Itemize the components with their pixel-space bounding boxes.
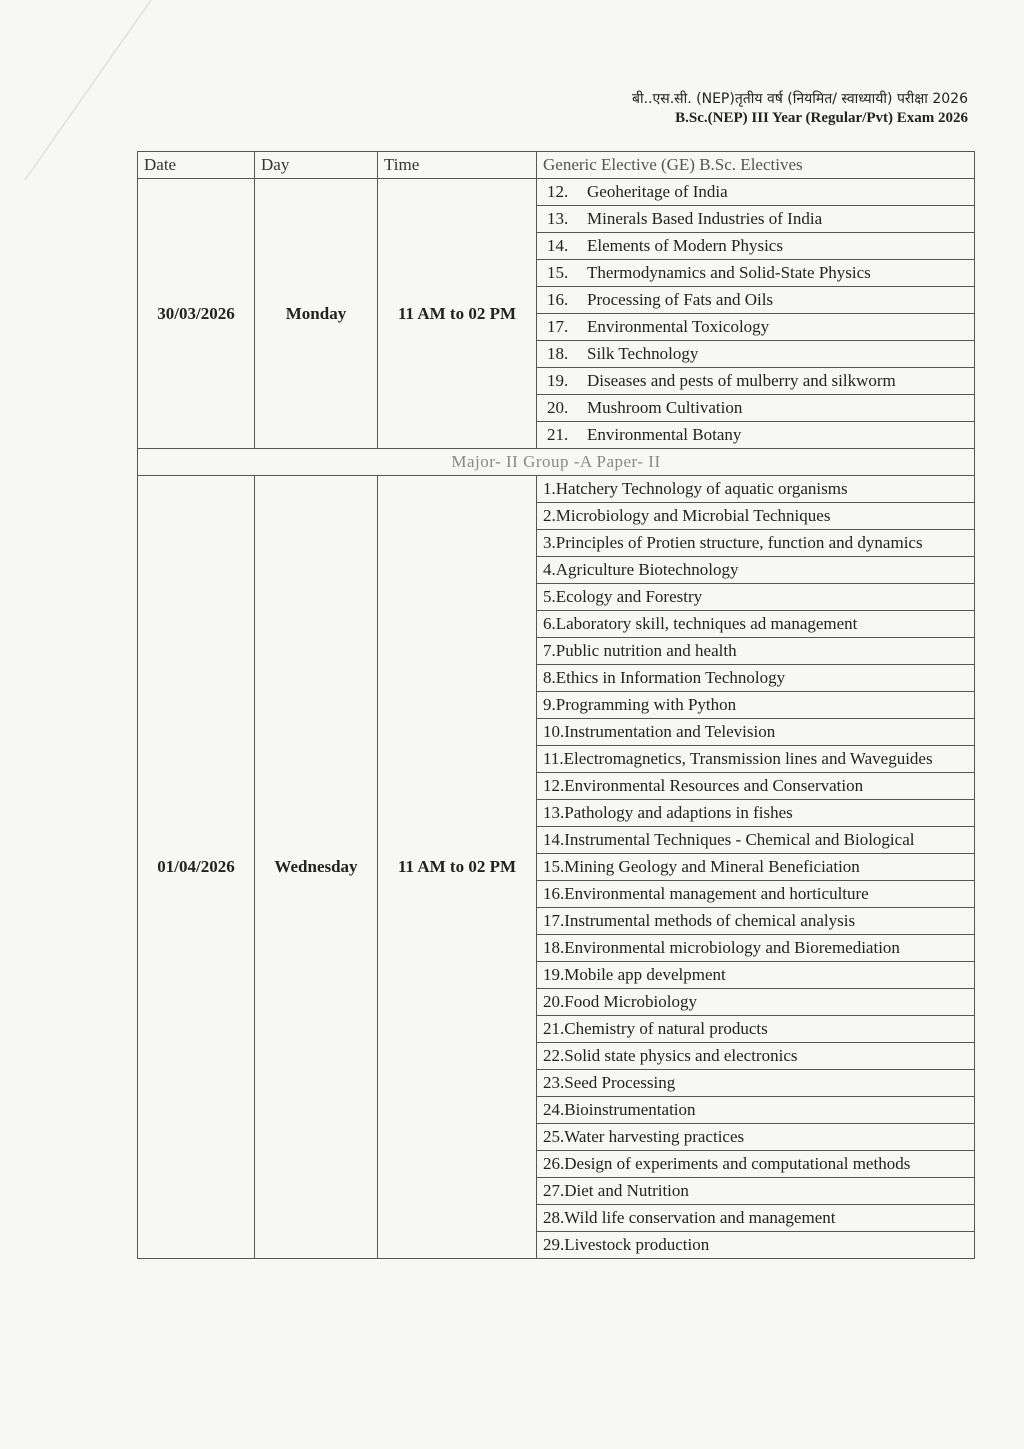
col-time: Time bbox=[378, 152, 537, 179]
subject-name: Environmental Toxicology bbox=[587, 317, 770, 336]
subject-item: 3.Principles of Protien structure, function and dynamics bbox=[537, 530, 975, 557]
subject-item: 15.Mining Geology and Mineral Beneficiation bbox=[537, 854, 975, 881]
subject-item: 9.Programming with Python bbox=[537, 692, 975, 719]
exam-date: 30/03/2026 bbox=[138, 179, 255, 449]
subject-name: Silk Technology bbox=[587, 344, 699, 363]
subject-item: 12.Environmental Resources and Conservation bbox=[537, 773, 975, 800]
subject-number: 20. bbox=[547, 398, 569, 417]
subject-item: 11.Electromagnetics, Transmission lines and Waveguides bbox=[537, 746, 975, 773]
subject-item bbox=[537, 287, 975, 314]
subject-item: 6.Laboratory skill, techniques ad management bbox=[537, 611, 975, 638]
section-title: Major- II Group -A Paper- II bbox=[138, 449, 975, 476]
subject-item bbox=[537, 233, 975, 260]
subject-number: 16. bbox=[547, 290, 569, 309]
subject-name: Thermodynamics and Solid-State Physics bbox=[587, 263, 871, 282]
subject-name: Processing of Fats and Oils bbox=[587, 290, 774, 309]
subject-item: 14.Instrumental Techniques - Chemical and Biological bbox=[537, 827, 975, 854]
subject-item: 27.Diet and Nutrition bbox=[537, 1178, 975, 1205]
subject-name: Diseases and pests of mulberry and silkworm bbox=[587, 371, 896, 390]
col-day: Day bbox=[255, 152, 378, 179]
subject-item: 1.Hatchery Technology of aquatic organisms bbox=[537, 476, 975, 503]
subject-item: 29.Livestock production bbox=[537, 1232, 975, 1259]
col-electives: Generic Elective (GE) B.Sc. Electives bbox=[537, 152, 975, 179]
subject-item: 2.Microbiology and Microbial Techniques bbox=[537, 503, 975, 530]
exam-day: Wednesday bbox=[255, 476, 378, 1259]
page-fold-mark bbox=[0, 0, 152, 180]
subject-number: 13. bbox=[547, 209, 569, 228]
subject-item: 21.Chemistry of natural products bbox=[537, 1016, 975, 1043]
subject-item: 26.Design of experiments and computational methods bbox=[537, 1151, 975, 1178]
subject-item bbox=[537, 179, 975, 206]
exam-date: 01/04/2026 bbox=[138, 476, 255, 1259]
subject-item bbox=[537, 314, 975, 341]
subject-item: 13.Pathology and adaptions in fishes bbox=[537, 800, 975, 827]
col-date: Date bbox=[138, 152, 255, 179]
subject-item: 17.Instrumental methods of chemical analysis bbox=[537, 908, 975, 935]
subject-item: 22.Solid state physics and electronics bbox=[537, 1043, 975, 1070]
subject-number: 12. bbox=[547, 182, 569, 201]
subject-item bbox=[537, 368, 975, 395]
subject-number: 21. bbox=[547, 425, 569, 444]
exam-timetable bbox=[137, 151, 975, 1259]
subject-number: 19. bbox=[547, 371, 569, 390]
subject-item: 19.Mobile app develpment bbox=[537, 962, 975, 989]
subject-item: 7.Public nutrition and health bbox=[537, 638, 975, 665]
exam-time: 11 AM to 02 PM bbox=[378, 179, 537, 449]
subject-name: Minerals Based Industries of India bbox=[587, 209, 823, 228]
subject-number: 14. bbox=[547, 236, 569, 255]
table-header-row bbox=[138, 152, 975, 179]
table-row bbox=[138, 476, 975, 503]
subject-item bbox=[537, 395, 975, 422]
subject-item: 25.Water harvesting practices bbox=[537, 1124, 975, 1151]
subject-item bbox=[537, 206, 975, 233]
subject-item: 24.Bioinstrumentation bbox=[537, 1097, 975, 1124]
subject-item bbox=[537, 260, 975, 287]
subject-item: 4.Agriculture Biotechnology bbox=[537, 557, 975, 584]
header-english: B.Sc.(NEP) III Year (Regular/Pvt) Exam 2026 bbox=[675, 110, 968, 126]
subject-name: Elements of Modern Physics bbox=[587, 236, 783, 255]
subject-item: 5.Ecology and Forestry bbox=[537, 584, 975, 611]
subject-item: 20.Food Microbiology bbox=[537, 989, 975, 1016]
exam-time: 11 AM to 02 PM bbox=[378, 476, 537, 1259]
subject-number: 18. bbox=[547, 344, 569, 363]
subject-number: 17. bbox=[547, 317, 569, 336]
header-hindi: बी..एस.सी. (NEP)तृतीय वर्ष (नियमित/ स्वाध्यायी) परीक्षा 2026 bbox=[631, 91, 968, 107]
subject-item: 8.Ethics in Information Technology bbox=[537, 665, 975, 692]
subject-name: Environmental Botany bbox=[587, 425, 742, 444]
subject-name: Geoheritage of India bbox=[587, 182, 728, 201]
subject-item bbox=[537, 422, 975, 449]
table-row bbox=[138, 179, 975, 206]
document-header bbox=[632, 90, 968, 128]
subject-number: 15. bbox=[547, 263, 569, 282]
subject-item bbox=[537, 341, 975, 368]
section-row bbox=[138, 449, 975, 476]
exam-day: Monday bbox=[255, 179, 378, 449]
subject-name: Mushroom Cultivation bbox=[587, 398, 743, 417]
subject-item: 28.Wild life conservation and management bbox=[537, 1205, 975, 1232]
subject-item: 10.Instrumentation and Television bbox=[537, 719, 975, 746]
subject-item: 23.Seed Processing bbox=[537, 1070, 975, 1097]
subject-item: 16.Environmental management and horticulture bbox=[537, 881, 975, 908]
subject-item: 18.Environmental microbiology and Bioremediation bbox=[537, 935, 975, 962]
